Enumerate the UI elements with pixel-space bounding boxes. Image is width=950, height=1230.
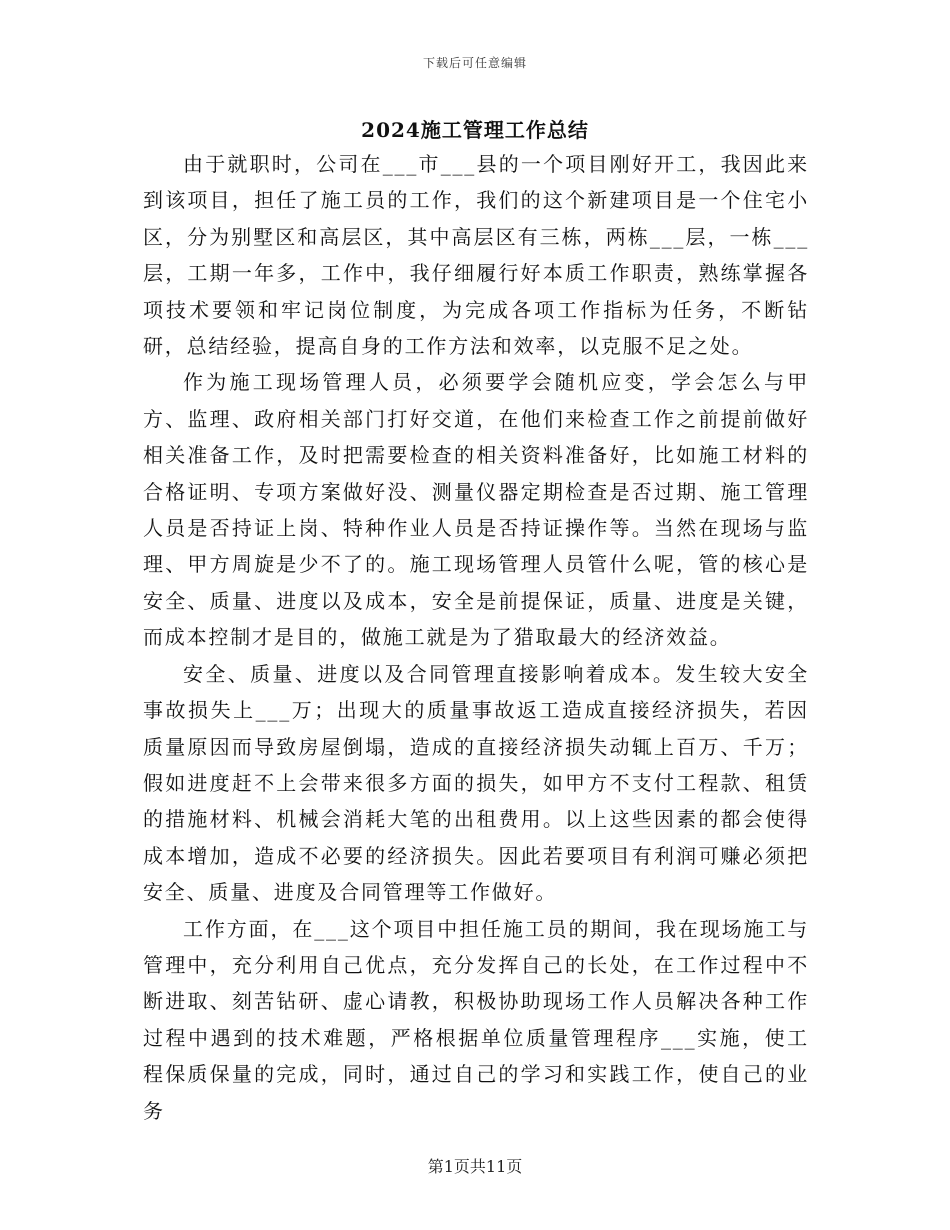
paragraph-4: 工作方面，在___这个项目中担任施工员的期间，我在现场施工与管理中，充分利用自己优点，充分发挥自己的长处，在工作过程中不断进取、刻苦钻研、虚心请教，积极协助现场工作人员解决各种工作过程中遇到的技术难题，严格根据单位质量管理程序___实施，使工程保质保量的完成，同时，通过自己的学习和实践工作，使自己的业务: [143, 916, 809, 1123]
paragraph-3: 安全、质量、进度以及合同管理直接影响着成本。发生较大安全事故损失上___万；出现大的质量事故返工造成直接经济损失，若因质量原因而导致房屋倒塌，造成的直接经济损失动辄上百万、千万；假如进度赶不上会带来很多方面的损失，如甲方不支付工程款、租赁的措施材料、机械会消耗大笔的出租费用。以上这些因素的都会使得成本增加，造成不必要的经济损失。因此若要项目有利润可赚必须把安全、质量、进度及合同管理等工作做好。: [143, 661, 809, 905]
header-note: 下载后可任意编辑: [422, 56, 527, 70]
document-title: 2024施工管理工作总结: [361, 118, 589, 142]
document-body: [143, 146, 809, 1129]
paragraph-1: 由于就职时，公司在___市___县的一个项目刚好开工，我因此来到该项目，担任了施工员的工作，我们的这个新建项目是一个住宅小区，分为别墅区和高层区，其中高层区有三栋，两栋___层，一栋___层，工期一年多，工作中，我仔细履行好本质工作职责，熟练掌握各项技术要领和牢记岗位制度，为完成各项工作指标为任务，不断钻研，总结经验，提高自身的工作方法和效率，以克服不足之处。: [143, 152, 809, 359]
page-number: 第1页共11页: [427, 1157, 523, 1176]
paragraph-2: 作为施工现场管理人员，必须要学会随机应变，学会怎么与甲方、监理、政府相关部门打好交道，在他们来检查工作之前提前做好相关准备工作，及时把需要检查的相关资料准备好，比如施工材料的合格证明、专项方案做好没、测量仪器定期检查是否过期、施工管理人员是否持证上岗、特种作业人员是否持证操作等。当然在现场与监理、甲方周旋是少不了的。施工现场管理人员管什么呢，管的核心是安全、质量、进度以及成本，安全是前提保证，质量、进度是关键，而成本控制才是目的，做施工就是为了猎取最大的经济效益。: [143, 370, 809, 650]
